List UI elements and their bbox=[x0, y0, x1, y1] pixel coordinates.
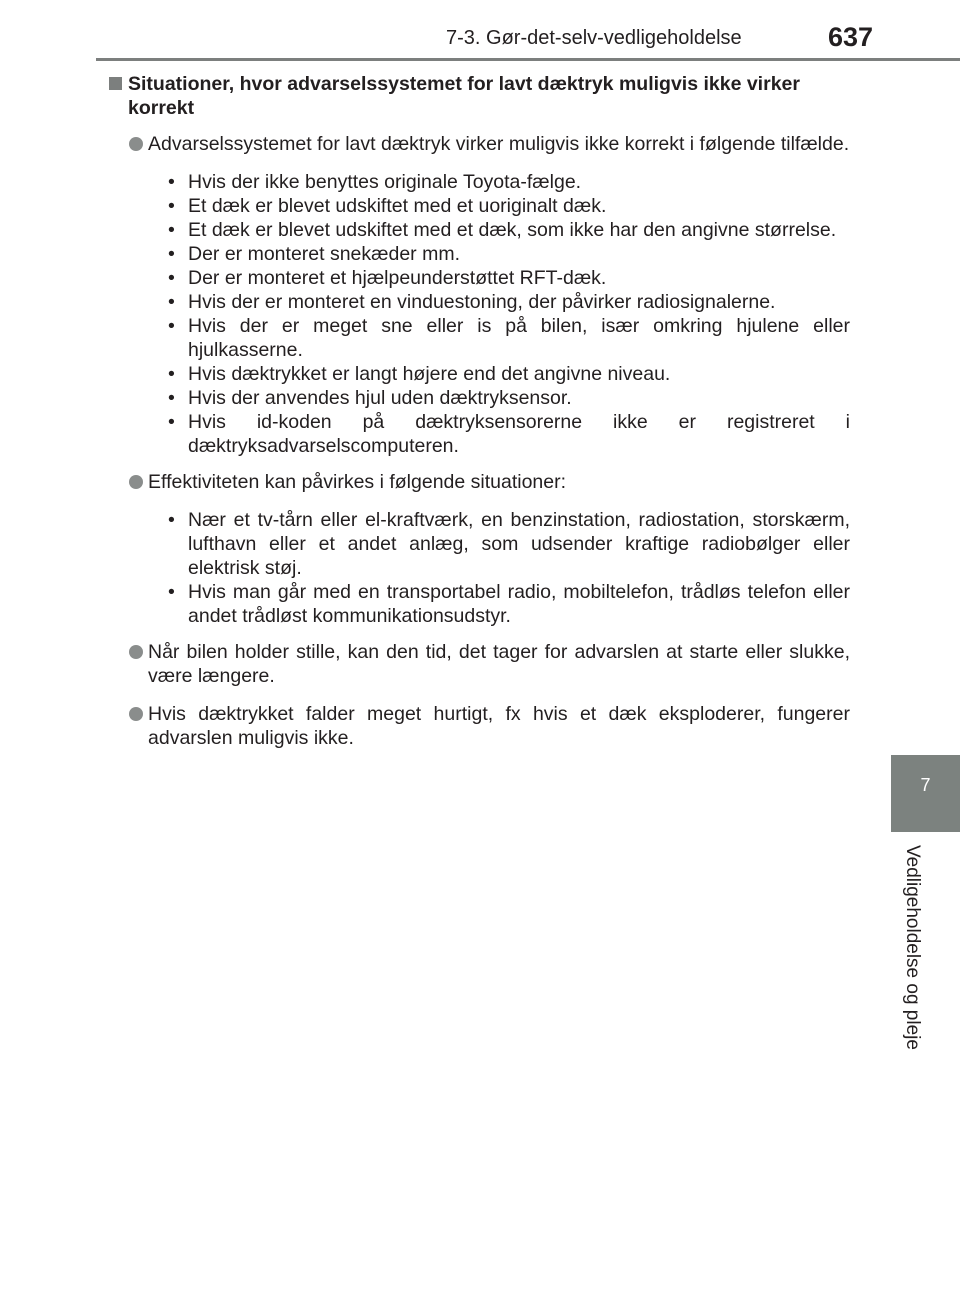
list-item-text: Hvis id-koden på dæktryksensorerne ikke er registreret i dæktryksadvarselscomputeren. bbox=[188, 411, 850, 457]
bullet-icon: • bbox=[168, 195, 175, 217]
bullet-icon: • bbox=[168, 387, 175, 409]
circle-icon bbox=[129, 645, 143, 659]
list-item bbox=[168, 218, 850, 242]
paragraph bbox=[108, 470, 850, 494]
bullet-icon: • bbox=[168, 363, 175, 385]
bullet-icon: • bbox=[168, 243, 175, 265]
paragraph-text: Hvis dæktrykket falder meget hurtigt, fx hvis et dæk eksploderer, fungerer advarslen muligvis ikke. bbox=[148, 703, 850, 749]
bullet-icon: • bbox=[168, 581, 175, 603]
chapter-number: 7 bbox=[920, 775, 931, 795]
bullet-icon: • bbox=[168, 219, 175, 241]
circle-icon bbox=[129, 475, 143, 489]
list-item bbox=[168, 266, 850, 290]
list-item-text: Hvis der er monteret en vinduestoning, der påvirker radiosignalerne. bbox=[188, 291, 776, 313]
list-item bbox=[168, 508, 850, 580]
paragraph bbox=[108, 702, 850, 750]
list-item-text: Nær et tv-tårn eller el-kraftværk, en benzinstation, radiostation, storskærm, lufthavn eller et andet anlæg, som udsender kraftige radiobølger eller elektrisk støj. bbox=[188, 509, 850, 579]
paragraph bbox=[108, 640, 850, 688]
list-item-text: Hvis der er meget sne eller is på bilen, især omkring hjulene eller hjulkasserne. bbox=[188, 315, 850, 361]
circle-icon bbox=[129, 707, 143, 721]
header-rule bbox=[96, 58, 960, 61]
bullet-icon: • bbox=[168, 411, 175, 433]
list-item-text: Der er monteret snekæder mm. bbox=[188, 243, 461, 265]
list-item bbox=[168, 410, 850, 458]
list-item-text: Der er monteret et hjælpeunderstøttet RFT-dæk. bbox=[188, 267, 607, 289]
header-section-title: 7-3. Gør-det-selv-vedligeholdelse bbox=[446, 27, 742, 49]
page-content bbox=[108, 72, 850, 764]
bullet-icon: • bbox=[168, 509, 175, 531]
list-item bbox=[168, 290, 850, 314]
paragraph-text: Når bilen holder stille, kan den tid, det tager for advarslen at starte eller slukke, være længere. bbox=[148, 641, 850, 687]
square-icon bbox=[109, 77, 122, 90]
list-item bbox=[168, 170, 850, 194]
bullet-list bbox=[108, 508, 850, 628]
section-heading-text: Situationer, hvor advarselssystemet for lavt dæktryk muligvis ikke virker korrekt bbox=[128, 73, 800, 119]
bullet-icon: • bbox=[168, 291, 175, 313]
list-item-text: Et dæk er blevet udskiftet med et dæk, som ikke har den angivne størrelse. bbox=[188, 219, 837, 241]
list-item bbox=[168, 194, 850, 218]
list-item bbox=[168, 386, 850, 410]
paragraph bbox=[108, 132, 850, 156]
list-item bbox=[168, 242, 850, 266]
bullet-list bbox=[108, 170, 850, 458]
paragraph-text: Advarselssystemet for lavt dæktryk virker muligvis ikke korrekt i følgende tilfælde. bbox=[148, 133, 850, 155]
page-header bbox=[0, 0, 960, 62]
paragraph-text: Effektiviteten kan påvirkes i følgende situationer: bbox=[148, 471, 567, 493]
page-number: 637 bbox=[828, 22, 874, 52]
chapter-tab bbox=[891, 755, 960, 832]
bullet-icon: • bbox=[168, 315, 175, 337]
chapter-label: Vedligeholdelse og pleje bbox=[902, 845, 923, 1050]
list-item-text: Hvis der anvendes hjul uden dæktryksensor. bbox=[188, 387, 572, 409]
list-item-text: Hvis der ikke benyttes originale Toyota-fælge. bbox=[188, 171, 582, 193]
section-heading bbox=[108, 72, 850, 120]
list-item bbox=[168, 580, 850, 628]
bullet-icon: • bbox=[168, 171, 175, 193]
bullet-icon: • bbox=[168, 267, 175, 289]
circle-icon bbox=[129, 137, 143, 151]
list-item bbox=[168, 362, 850, 386]
list-item bbox=[168, 314, 850, 362]
list-item-text: Hvis dæktrykket er langt højere end det angivne niveau. bbox=[188, 363, 671, 385]
list-item-text: Hvis man går med en transportabel radio, mobiltelefon, trådløs telefon eller andet trådløst kommunikationsudstyr. bbox=[188, 581, 850, 627]
list-item-text: Et dæk er blevet udskiftet med et uoriginalt dæk. bbox=[188, 195, 607, 217]
